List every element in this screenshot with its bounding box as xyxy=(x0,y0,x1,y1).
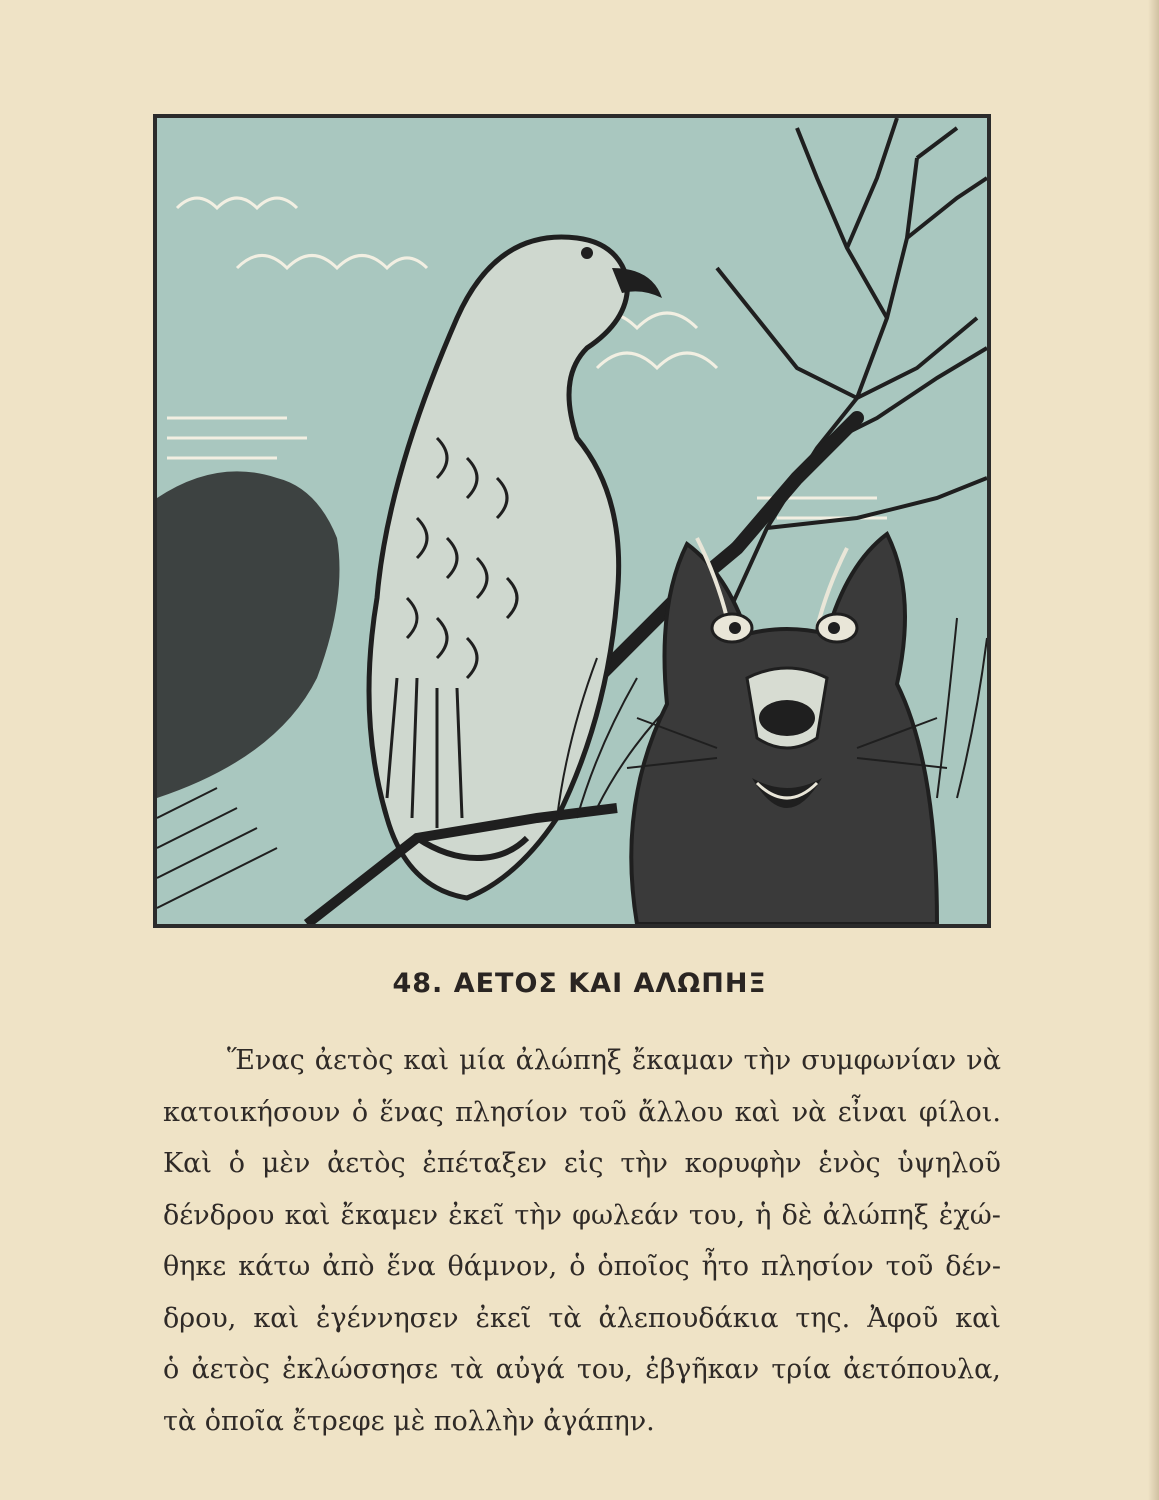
story-line: τὰ ὁποῖα ἔτρεφε μὲ πολλὴν ἀγάπην. xyxy=(163,1405,655,1437)
story-title: 48. ΑΕΤΟΣ ΚΑΙ ΑΛΩΠΗΞ xyxy=(392,968,767,999)
story-line: θηκε κάτω ἀπὸ ἕνα θάμνον, ὁ ὁποῖος ἦτο πλησίον τοῦ δέν- xyxy=(163,1251,1001,1282)
story-text xyxy=(163,1035,1001,1447)
story-line: Ἕνας ἀετὸς καὶ μία ἀλώπηξ ἔκαμαν τὴν συμφωνίαν νὰ xyxy=(227,1045,1001,1076)
page-edge-shadow xyxy=(1148,0,1159,1500)
story-line: δένδρου καὶ ἔκαμεν ἐκεῖ τὴν φωλεάν του, ἡ δὲ ἀλώπηξ ἐχώ- xyxy=(163,1199,1001,1231)
story-line: ὁ ἀετὸς ἐκλώσσησε τὰ αὐγά του, ἐβγῆκαν τρία ἀετόπουλα, xyxy=(163,1354,1001,1385)
story-line: δρου, καὶ ἐγέννησεν ἐκεῖ τὰ ἀλεπουδάκια της. Ἀφοῦ καὶ xyxy=(163,1302,1001,1334)
story-line: Καὶ ὁ μὲν ἀετὸς ἐπέταξεν εἰς τὴν κορυφὴν ἑνὸς ὑψηλοῦ xyxy=(163,1148,1001,1179)
story-line: κατοικήσουν ὁ ἕνας πλησίον τοῦ ἄλλου καὶ νὰ εἶναι φίλοι. xyxy=(163,1096,1001,1128)
eagle-and-fox-illustration xyxy=(153,114,991,928)
illustration-drawing xyxy=(157,118,987,924)
